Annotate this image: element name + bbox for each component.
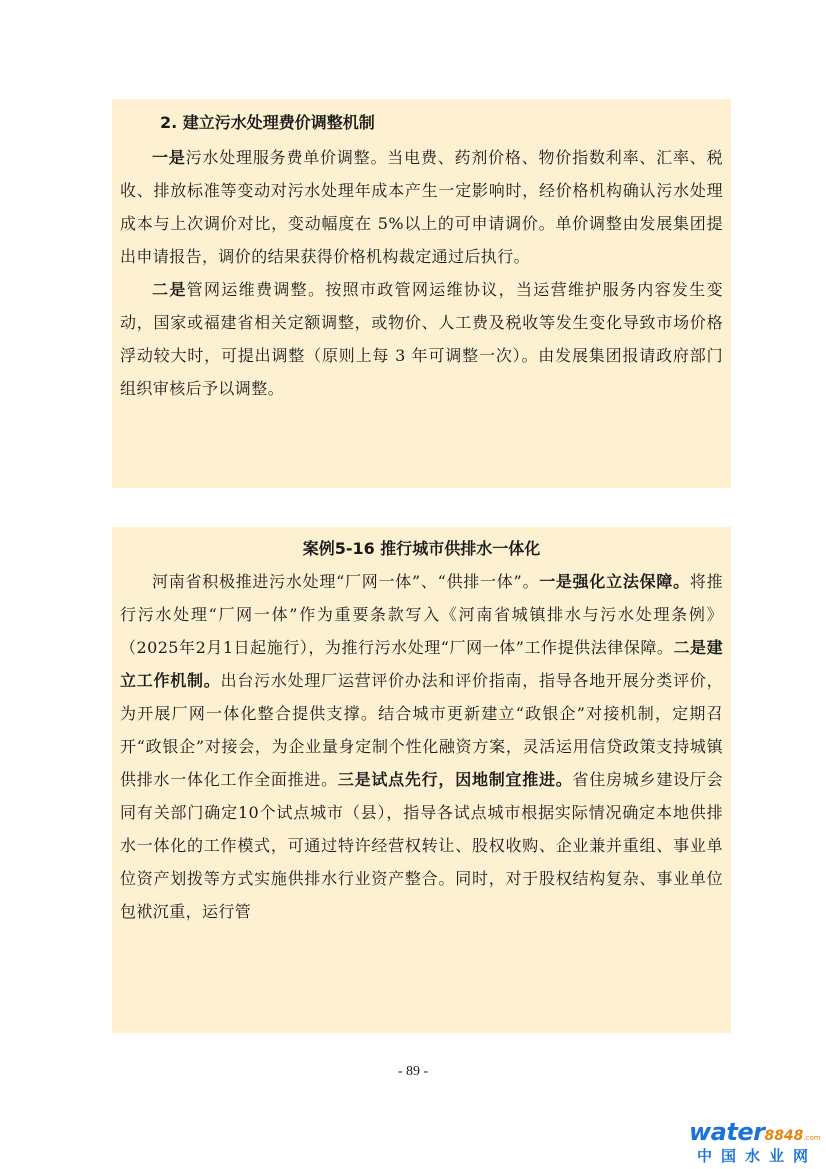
watermark-logo — [689, 1118, 821, 1146]
case-study-box — [112, 527, 731, 1033]
lead-phrase: 一是 — [152, 148, 186, 167]
watermark-site-name: 中国水业网 — [697, 1147, 818, 1165]
paragraph-text: 管网运维费调整。按照市政管网运维协议，当运营维护服务内容发生变动，国家或福建省相关定额调整，或物价、人工费及税收等发生变化导致市场价格浮动较大时，可提出调整（原则上每 3 年可调整一次）。由发展集团报请政府部门组织审核后予以调整。 — [120, 280, 723, 398]
bold-phrase: 三是试点先行，因地制宜推进。 — [337, 770, 573, 789]
policy-section — [112, 99, 731, 488]
paragraph-text: 河南省积极推进污水处理“厂网一体”、“供排一体”。 — [152, 572, 540, 591]
bold-phrase: 二是建立工作机制。 — [120, 638, 723, 690]
paragraph-network-fee — [120, 273, 723, 405]
lead-phrase: 二是 — [152, 280, 187, 299]
paragraph-text: 省住房城乡建设厅会同有关部门确定10个试点城市（县），指导各试点城市根据实际情况确定本地供排水一体化的工作模式，可通过特许经营权转让、股权收购、企业兼并重组、事业单位资产划拨等方式实施供排水行业资产整合。同时，对于股权结构复杂、事业单位包袱沉重，运行管 — [120, 770, 723, 921]
section-heading: 2. 建立污水处理费价调整机制 — [160, 113, 375, 132]
watermark-logo-num: 8848 — [764, 1128, 804, 1144]
watermark-logo-suffix: .com — [803, 1134, 821, 1142]
paragraph-unit-price — [120, 141, 723, 273]
case-paragraph — [120, 565, 723, 928]
paragraph-text: 出台污水处理厂运营评价办法和评价指南，指导各地开展分类评价，为开展厂网一体化整合提供支撑。结合城市更新建立“政银企”对接机制，定期召开“政银企”对接会，为企业量身定制个性化融资方案，灵活运用信贷政策支持城镇供排水一体化工作全面推进。 — [120, 671, 723, 789]
bold-phrase: 一是强化立法保障。 — [539, 572, 690, 591]
paragraph-text: 将推行污水处理“厂网一体”作为重要条款写入《河南省城镇排水与污水处理条例》（2025年2月1日起施行），为推行污水处理“厂网一体”工作提供法律保障。 — [120, 572, 723, 657]
case-heading: 案例5-16 推行城市供排水一体化 — [302, 539, 541, 558]
page-number: - 89 - — [397, 1064, 429, 1079]
watermark-logo-main: water — [689, 1118, 765, 1146]
paragraph-text: 污水处理服务费单价调整。当电费、药剂价格、物价指数利率、汇率、税收、排放标准等变动对污水处理年成本产生一定影响时，经价格机构确认污水处理成本与上次调价对比，变动幅度在 5%以上的可申请调价。单价调整由发展集团提出申请报告，调价的结果获得价格机构裁定通过后执行。 — [120, 148, 723, 266]
